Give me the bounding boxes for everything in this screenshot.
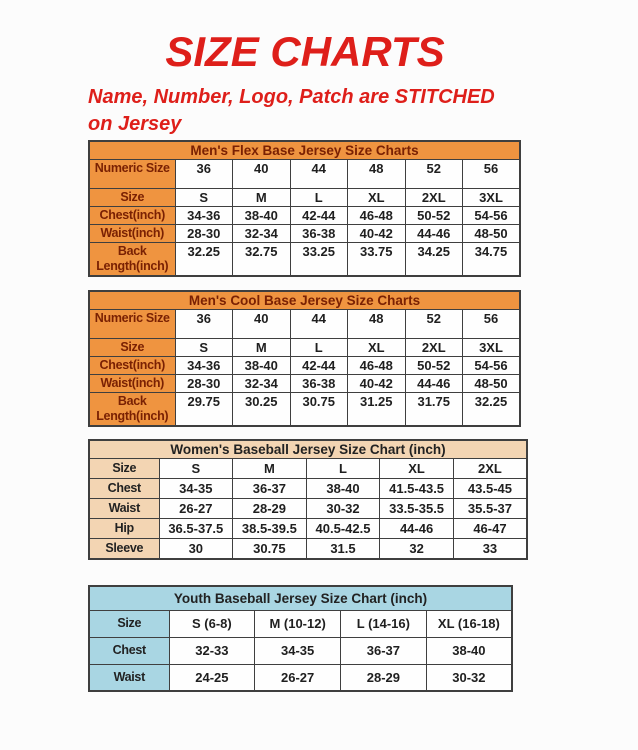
row-label: Chest(inch) — [89, 207, 175, 225]
cell-value: M — [233, 339, 291, 357]
row-label: Size — [89, 459, 159, 479]
cell-value: 56 — [463, 160, 521, 189]
cell-value: 29.75 — [175, 393, 233, 427]
table-title-row — [89, 291, 520, 310]
table-row — [89, 499, 527, 519]
cell-value: 31.75 — [405, 393, 463, 427]
cell-value: 44 — [290, 160, 348, 189]
mens-flex-base-section — [88, 140, 521, 277]
cell-value: 30-32 — [306, 499, 380, 519]
table-row — [89, 310, 520, 339]
table-row — [89, 160, 520, 189]
table-row — [89, 243, 520, 277]
cell-value: S — [175, 339, 233, 357]
cell-value: S (6-8) — [169, 610, 255, 637]
cell-value: 2XL — [405, 339, 463, 357]
cell-value: XL (16-18) — [426, 610, 512, 637]
cell-value: 31.25 — [348, 393, 406, 427]
cell-value: 30.75 — [233, 539, 307, 559]
womens-baseball-section — [88, 439, 528, 560]
cell-value: 26-27 — [255, 664, 341, 691]
cell-value: 38-40 — [233, 207, 291, 225]
table-row — [89, 664, 512, 691]
table-row — [89, 479, 527, 499]
cell-value: 44 — [290, 310, 348, 339]
cell-value: 33.75 — [348, 243, 406, 277]
table-title-row — [89, 586, 512, 610]
cell-value: 36-37 — [233, 479, 307, 499]
cell-value: 38.5-39.5 — [233, 519, 307, 539]
cell-value: 28-29 — [341, 664, 427, 691]
row-label: Waist — [89, 499, 159, 519]
cell-value: 40-42 — [348, 225, 406, 243]
cell-value: 46-48 — [348, 207, 406, 225]
cell-value: 33.5-35.5 — [380, 499, 454, 519]
cell-value: 30.75 — [290, 393, 348, 427]
cell-value: 36-37 — [341, 637, 427, 664]
row-label: Hip — [89, 519, 159, 539]
cell-value: 28-29 — [233, 499, 307, 519]
cell-value: 30 — [159, 539, 233, 559]
cell-value: 36 — [175, 160, 233, 189]
cell-value: XL — [380, 459, 454, 479]
cell-value: 26-27 — [159, 499, 233, 519]
cell-value: 40 — [233, 310, 291, 339]
subtitle-line-1: Name, Number, Logo, Patch are STITCHED — [88, 86, 495, 108]
cell-value: 42-44 — [290, 357, 348, 375]
cell-value: 30-32 — [426, 664, 512, 691]
row-label: Waist(inch) — [89, 375, 175, 393]
cell-value: 32 — [380, 539, 454, 559]
cell-value: 41.5-43.5 — [380, 479, 454, 499]
table-row — [89, 539, 527, 559]
cell-value: 54-56 — [463, 357, 521, 375]
row-label: Size — [89, 610, 169, 637]
cell-value: 34-35 — [255, 637, 341, 664]
cell-value: 44-46 — [405, 375, 463, 393]
subtitle — [88, 84, 568, 138]
row-label: Sleeve — [89, 539, 159, 559]
cell-value: 32.25 — [463, 393, 521, 427]
cell-value: 50-52 — [405, 207, 463, 225]
cell-value: 3XL — [463, 339, 521, 357]
row-label: Waist — [89, 664, 169, 691]
row-label: Waist(inch) — [89, 225, 175, 243]
cell-value: 46-48 — [348, 357, 406, 375]
table-title: Women's Baseball Jersey Size Chart (inch) — [89, 440, 527, 459]
cell-value: 48-50 — [463, 225, 521, 243]
table-row — [89, 207, 520, 225]
table-row — [89, 189, 520, 207]
cell-value: 36-38 — [290, 375, 348, 393]
table-row — [89, 637, 512, 664]
table-title: Youth Baseball Jersey Size Chart (inch) — [89, 586, 512, 610]
cell-value: 43.5-45 — [453, 479, 527, 499]
cell-value: 28-30 — [175, 225, 233, 243]
cell-value: 36.5-37.5 — [159, 519, 233, 539]
row-label: Chest — [89, 637, 169, 664]
cell-value: 48-50 — [463, 375, 521, 393]
mens-cool-base-section — [88, 290, 521, 427]
cell-value: 50-52 — [405, 357, 463, 375]
cell-value: 34-36 — [175, 357, 233, 375]
row-label: Numeric Size — [89, 160, 175, 189]
row-label: Back Length(inch) — [89, 393, 175, 427]
cell-value: 3XL — [463, 189, 521, 207]
cell-value: 32.75 — [233, 243, 291, 277]
cell-value: 54-56 — [463, 207, 521, 225]
cell-value: 48 — [348, 310, 406, 339]
cell-value: M (10-12) — [255, 610, 341, 637]
cell-value: 46-47 — [453, 519, 527, 539]
table-title-row — [89, 141, 520, 160]
cell-value: 34-36 — [175, 207, 233, 225]
mens-flex-base-chart — [88, 140, 521, 277]
cell-value: 42-44 — [290, 207, 348, 225]
cell-value: 32-34 — [233, 225, 291, 243]
cell-value: 40-42 — [348, 375, 406, 393]
cell-value: 32-34 — [233, 375, 291, 393]
cell-value: 35.5-37 — [453, 499, 527, 519]
table-row — [89, 610, 512, 637]
cell-value: L — [290, 339, 348, 357]
cell-value: 36-38 — [290, 225, 348, 243]
row-label: Chest — [89, 479, 159, 499]
cell-value: M — [233, 189, 291, 207]
table-row — [89, 357, 520, 375]
table-title: Men's Flex Base Jersey Size Charts — [89, 141, 520, 160]
cell-value: 48 — [348, 160, 406, 189]
cell-value: 44-46 — [405, 225, 463, 243]
mens-cool-base-chart — [88, 290, 521, 427]
table-row — [89, 339, 520, 357]
cell-value: 24-25 — [169, 664, 255, 691]
row-label: Back Length(inch) — [89, 243, 175, 277]
cell-value: 40.5-42.5 — [306, 519, 380, 539]
cell-value: 38-40 — [306, 479, 380, 499]
cell-value: 38-40 — [426, 637, 512, 664]
row-label: Numeric Size — [89, 310, 175, 339]
cell-value: 56 — [463, 310, 521, 339]
womens-baseball-chart — [88, 439, 528, 560]
cell-value: 2XL — [405, 189, 463, 207]
youth-baseball-section — [88, 585, 513, 692]
cell-value: L — [290, 189, 348, 207]
cell-value: 2XL — [453, 459, 527, 479]
table-title: Men's Cool Base Jersey Size Charts — [89, 291, 520, 310]
cell-value: 52 — [405, 160, 463, 189]
cell-value: 32-33 — [169, 637, 255, 664]
cell-value: 28-30 — [175, 375, 233, 393]
cell-value: 33 — [453, 539, 527, 559]
row-label: Chest(inch) — [89, 357, 175, 375]
cell-value: 34.75 — [463, 243, 521, 277]
cell-value: 44-46 — [380, 519, 454, 539]
table-row — [89, 375, 520, 393]
table-row — [89, 519, 527, 539]
cell-value: XL — [348, 189, 406, 207]
cell-value: 38-40 — [233, 357, 291, 375]
cell-value: 32.25 — [175, 243, 233, 277]
table-row — [89, 393, 520, 427]
cell-value: S — [175, 189, 233, 207]
cell-value: S — [159, 459, 233, 479]
cell-value: 36 — [175, 310, 233, 339]
page-title: SIZE CHARTS — [165, 28, 445, 75]
table-row — [89, 459, 527, 479]
cell-value: 34.25 — [405, 243, 463, 277]
table-title-row — [89, 440, 527, 459]
cell-value: 30.25 — [233, 393, 291, 427]
cell-value: 52 — [405, 310, 463, 339]
cell-value: L (14-16) — [341, 610, 427, 637]
subtitle-line-2: on Jersey — [88, 113, 182, 135]
cell-value: XL — [348, 339, 406, 357]
row-label: Size — [89, 189, 175, 207]
row-label: Size — [89, 339, 175, 357]
youth-baseball-chart — [88, 585, 513, 692]
cell-value: 40 — [233, 160, 291, 189]
cell-value: 34-35 — [159, 479, 233, 499]
cell-value: 31.5 — [306, 539, 380, 559]
cell-value: L — [306, 459, 380, 479]
cell-value: 33.25 — [290, 243, 348, 277]
table-row — [89, 225, 520, 243]
cell-value: M — [233, 459, 307, 479]
